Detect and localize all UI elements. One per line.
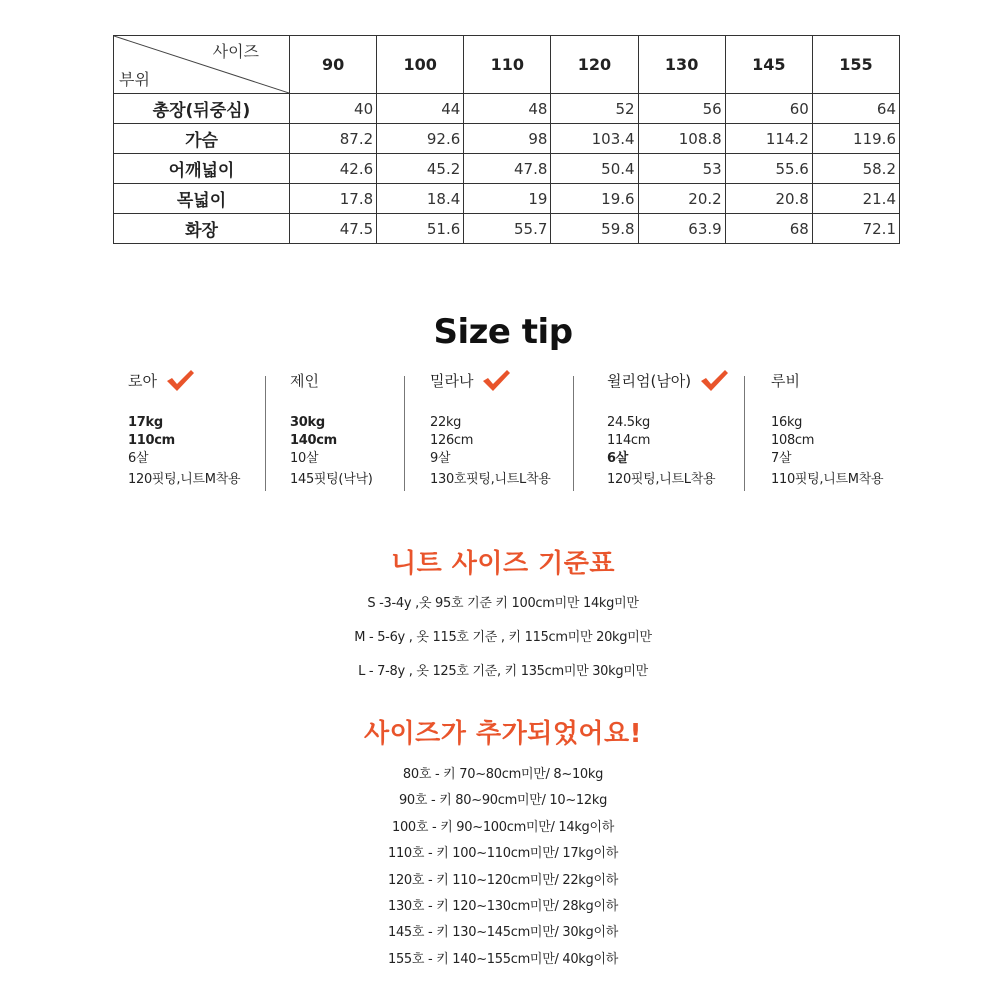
model-stat-line: 140cm [290, 433, 337, 448]
knit-size-line: L - 7-8y , 옷 125호 기준, 키 135cm미만 30kg미만 [358, 664, 648, 679]
measurement-cell: 60 [725, 94, 812, 124]
added-size-line: 110호 - 키 100~110cm미만/ 17kg이하 [387, 846, 618, 862]
model-stat-line: 22kg [430, 415, 462, 430]
measurement-cell: 63.9 [638, 214, 725, 244]
model-name-row [607, 370, 757, 392]
measurement-cell: 68 [725, 214, 812, 244]
measurement-cell: 72.1 [812, 214, 899, 244]
checkmark-icon [481, 369, 511, 393]
measurement-cell: 19.6 [551, 184, 638, 214]
measurement-cell: 21.4 [812, 184, 899, 214]
model-name: 루비 [771, 372, 800, 390]
size-header-cell: 155 [812, 36, 899, 94]
model-stat-line: 6살 [607, 451, 629, 466]
measurement-cell: 19 [464, 184, 551, 214]
model-name: 윌리엄(남아) [607, 372, 692, 390]
added-sizes-title: 사이즈가 추가되었어요! [363, 719, 643, 749]
model-stats [771, 414, 921, 489]
size-header-row [114, 36, 900, 94]
size-row [114, 94, 900, 124]
part-name-cell: 가슴 [114, 124, 290, 154]
measurement-cell: 40 [290, 94, 377, 124]
model-stat-line: 108cm [771, 433, 815, 448]
part-name-cell: 화장 [114, 214, 290, 244]
measurement-cell: 47.8 [464, 154, 551, 184]
measurement-cell: 92.6 [377, 124, 464, 154]
model-stat-line: 16kg [771, 415, 803, 430]
measurement-cell: 108.8 [638, 124, 725, 154]
size-header-cell: 145 [725, 36, 812, 94]
size-tip-title: Size tip [433, 312, 573, 352]
model-stat-line: 30kg [290, 415, 325, 430]
knit-size-title: 니트 사이즈 기준표 [390, 549, 616, 579]
model-stat-line: 6살 [128, 451, 149, 466]
size-row [114, 214, 900, 244]
model-divider [744, 376, 745, 491]
added-size-line: 80호 - 키 70~80cm미만/ 8~10kg [402, 767, 604, 782]
knit-size-line: M - 5-6y , 옷 115호 기준 , 키 115cm미만 20kg미만 [354, 630, 652, 645]
measurement-cell: 55.7 [464, 214, 551, 244]
measurement-cell: 103.4 [551, 124, 638, 154]
size-row [114, 184, 900, 214]
added-size-line: 100호 - 키 90~100cm미만/ 14kg이하 [391, 819, 615, 835]
measurement-cell: 87.2 [290, 124, 377, 154]
size-header-cell: 90 [290, 36, 377, 94]
measurement-cell: 55.6 [725, 154, 812, 184]
model-name-row [290, 370, 440, 392]
size-chart-table [113, 35, 900, 244]
model-stat-line: 145핏팅(낙낙) [290, 472, 373, 487]
checkmark-icon [165, 369, 195, 393]
model-name: 로아 [128, 372, 157, 390]
added-size-line: 145호 - 키 130~145cm미만/ 30kg이하 [387, 925, 618, 941]
added-size-line: 155호 - 키 140~155cm미만/ 40kg이하 [387, 951, 618, 967]
model-name: 제인 [290, 372, 319, 390]
model-card [607, 370, 757, 489]
model-divider [404, 376, 405, 491]
model-stat-line: 120핏팅,니트M착용 [128, 472, 241, 487]
model-stat-line: 130호핏팅,니트L착용 [430, 472, 551, 487]
model-name: 밀라나 [430, 372, 474, 390]
size-chart-body [114, 36, 900, 244]
size-header-cell: 120 [551, 36, 638, 94]
measurement-cell: 18.4 [377, 184, 464, 214]
measurement-cell: 20.8 [725, 184, 812, 214]
model-stat-line: 110cm [128, 433, 175, 448]
measurement-cell: 59.8 [551, 214, 638, 244]
model-stat-line: 110핏팅,니트M착용 [771, 472, 884, 487]
measurement-cell: 47.5 [290, 214, 377, 244]
measurement-cell: 45.2 [377, 154, 464, 184]
size-header-cell: 110 [464, 36, 551, 94]
model-stats [430, 414, 580, 489]
model-name-row [128, 370, 278, 392]
model-stat-line: 114cm [607, 433, 651, 448]
measurement-cell: 20.2 [638, 184, 725, 214]
model-stat-line: 24.5kg [607, 415, 650, 430]
corner-size-label: 사이즈 [212, 42, 259, 61]
measurement-cell: 48 [464, 94, 551, 124]
measurement-cell: 52 [551, 94, 638, 124]
added-size-line: 130호 - 키 120~130cm미만/ 28kg이하 [387, 899, 618, 914]
added-size-line: 120호 - 키 110~120cm미만/ 22kg이하 [387, 872, 618, 888]
model-stat-line: 10살 [290, 451, 319, 466]
measurement-cell: 17.8 [290, 184, 377, 214]
measurement-cell: 44 [377, 94, 464, 124]
measurement-cell: 53 [638, 154, 725, 184]
corner-part-label: 부위 [119, 70, 150, 89]
model-name-row [430, 370, 580, 392]
knit-size-line: S -3-4y ,옷 95호 기준 키 100cm미만 14kg미만 [367, 596, 639, 611]
model-stat-line: 7살 [771, 451, 792, 466]
model-card [128, 370, 278, 489]
model-stat-line: 9살 [430, 451, 451, 466]
measurement-cell: 50.4 [551, 154, 638, 184]
part-name-cell: 어깨넓이 [114, 154, 290, 184]
measurement-cell: 114.2 [725, 124, 812, 154]
size-row [114, 154, 900, 184]
model-stat-line: 120핏팅,니트L착용 [607, 472, 716, 487]
measurement-cell: 64 [812, 94, 899, 124]
measurement-cell: 42.6 [290, 154, 377, 184]
model-card [430, 370, 580, 489]
model-stats [290, 414, 440, 489]
model-divider [573, 376, 574, 491]
model-stat-line: 126cm [430, 433, 474, 448]
model-card [290, 370, 440, 489]
measurement-cell: 98 [464, 124, 551, 154]
model-divider [265, 376, 266, 491]
added-size-line: 90호 - 키 80~90cm미만/ 10~12kg [398, 793, 608, 809]
model-stats [607, 414, 757, 489]
measurement-cell: 51.6 [377, 214, 464, 244]
model-stats [128, 414, 278, 489]
checkmark-icon [699, 369, 729, 393]
part-name-cell: 목넓이 [114, 184, 290, 214]
measurement-cell: 119.6 [812, 124, 899, 154]
measurement-cell: 58.2 [812, 154, 899, 184]
model-name-row [771, 370, 921, 392]
size-header-cell: 130 [638, 36, 725, 94]
model-card [771, 370, 921, 489]
size-row [114, 124, 900, 154]
measurement-cell: 56 [638, 94, 725, 124]
table-corner-cell [114, 36, 290, 94]
part-name-cell: 총장(뒤중심) [114, 94, 290, 124]
model-stat-line: 17kg [128, 415, 163, 430]
size-header-cell: 100 [377, 36, 464, 94]
